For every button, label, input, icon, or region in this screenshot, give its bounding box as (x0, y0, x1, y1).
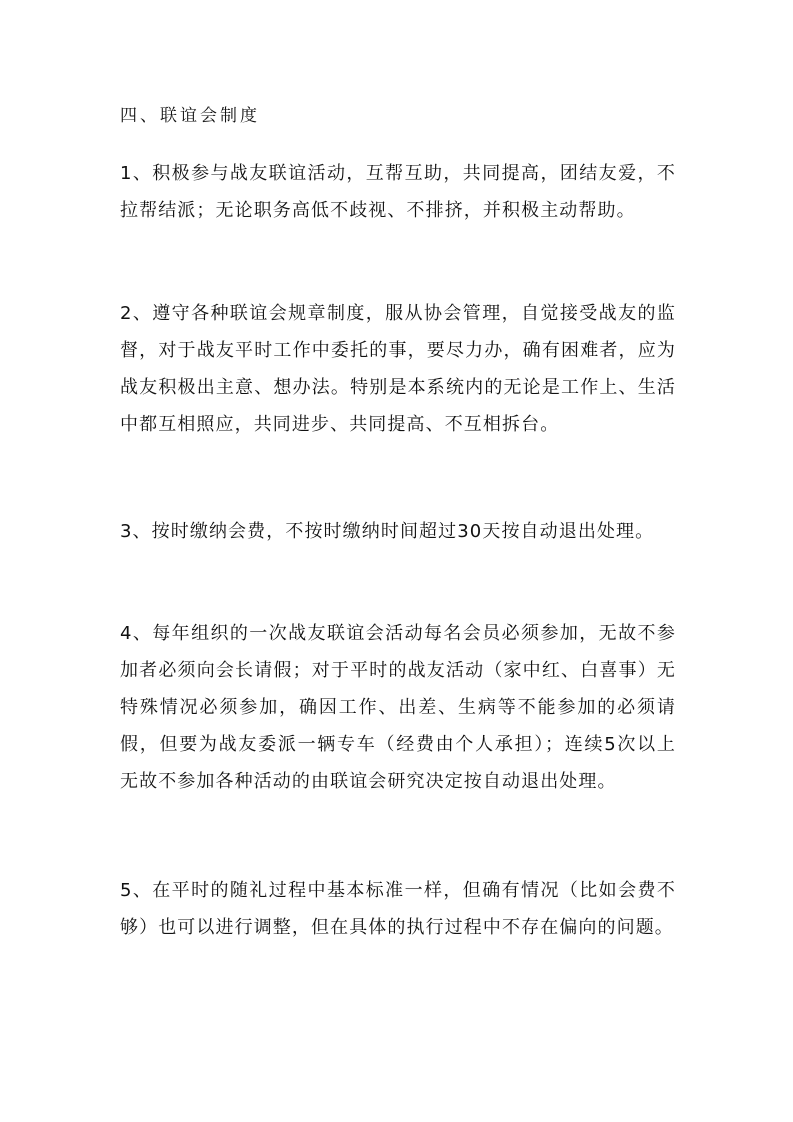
paragraph-4: 4、每年组织的一次战友联谊会活动每名会员必须参加，无故不参加者必须向会长请假；对于平时的战友活动（家中红、白喜事）无特殊情况必须参加，确因工作、出差、生病等不能参加的必须请假，但要为战友委派一辆专车（经费由个人承担）；连续5次以上无故不参加各种活动的由联谊会研究决定按自动退出处理。 (120, 623, 676, 792)
paragraph-2: 2、遵守各种联谊会规章制度，服从协会管理，自觉接受战友的监督，对于战友平时工作中委托的事，要尽力办，确有困难者，应为战友积极出主意、想办法。特别是本系统内的无论是工作上、生活中都互相照应，共同进步、共同提高、不互相拆台。 (120, 303, 676, 435)
section-heading: 四、联谊会制度 (120, 106, 260, 126)
paragraph-1: 1、积极参与战友联谊活动，互帮互助，共同提高，团结友爱，不拉帮结派；无论职务高低不歧视、不排挤，并积极主动帮助。 (120, 163, 676, 221)
paragraph-3: 3、按时缴纳会费，不按时缴纳时间超过30天按自动退出处理。 (120, 521, 655, 542)
paragraph-5: 5、在平时的随礼过程中基本标准一样，但确有情况（比如会费不够）也可以进行调整，但在具体的执行过程中不存在偏向的问题。 (120, 880, 676, 938)
